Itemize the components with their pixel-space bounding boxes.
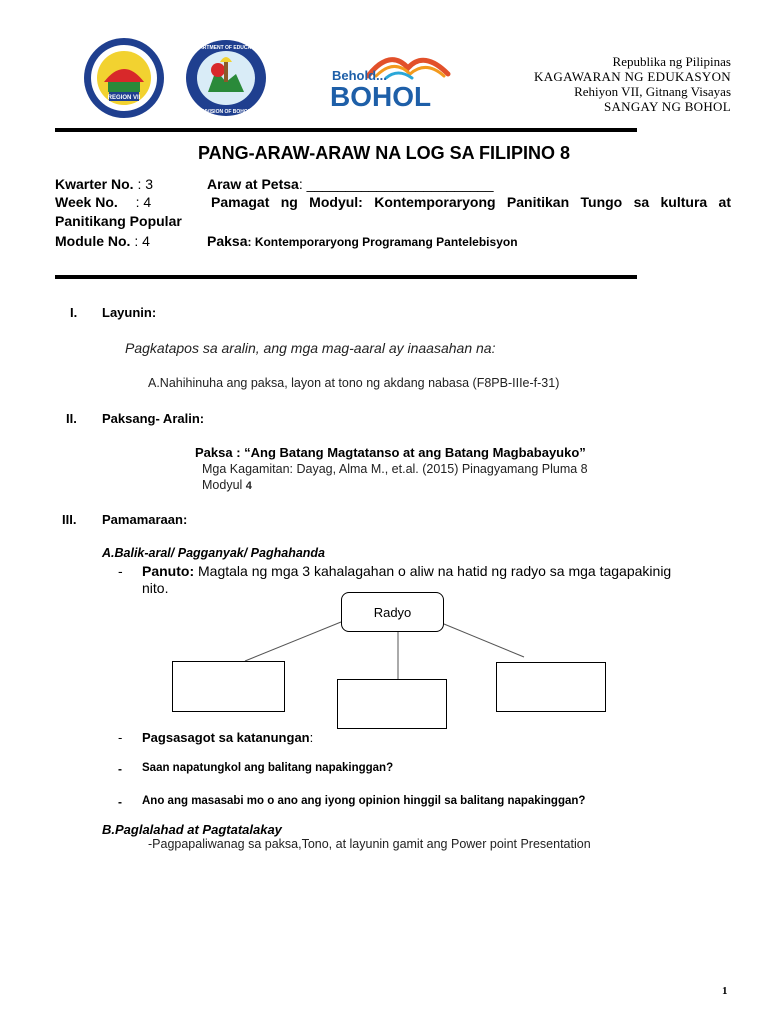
araw-value: : ________________________ bbox=[298, 176, 494, 192]
modyul-number: 4 bbox=[245, 480, 252, 492]
svg-text:DIVISION OF BOHOL: DIVISION OF BOHOL bbox=[201, 109, 251, 115]
page-number: 1 bbox=[722, 985, 728, 997]
page-title: PANG-ARAW-ARAW NA LOG SA FILIPINO 8 bbox=[198, 143, 570, 163]
question-1: Saan napatungkol ang balitang napakinggan? bbox=[142, 762, 394, 774]
panuto-text: Magtala ng mga 3 kahalagahan o aliw na hatid ng radyo sa mga tagapakinig bbox=[194, 563, 672, 579]
pamagat-continued: Panitikang Popular bbox=[55, 213, 182, 229]
pamagat-value: Kontemporaryong Panitikan Tungo sa kultura at bbox=[374, 194, 731, 210]
question-2-dash: - bbox=[118, 795, 122, 809]
pagsasagot-line bbox=[142, 730, 313, 745]
republic-label: Republika ng Pilipinas bbox=[612, 54, 731, 69]
pamagat-label: Pamagat ng Modyul: bbox=[211, 194, 363, 210]
subsection-b-heading: B.Paglalahad at Pagtatalakay bbox=[102, 822, 282, 837]
kwarter-label: Kwarter No. bbox=[55, 176, 134, 192]
radyo-center-box bbox=[341, 592, 444, 632]
department-label: KAGAWARAN NG EDUKASYON bbox=[534, 69, 731, 84]
section-1-objective: A.Nahihinuha ang paksa, layon at tono ng akdang nabasa (F8PB-IIIe-f-31) bbox=[148, 376, 560, 390]
svg-text:BOHOL: BOHOL bbox=[330, 81, 432, 112]
radyo-label: Radyo bbox=[373, 604, 412, 620]
paksa-value: : Kontemporaryong Programang Pantelebisyon bbox=[247, 235, 518, 249]
question-1-dash: - bbox=[118, 762, 122, 776]
answer-box-left[interactable] bbox=[172, 661, 285, 712]
pagsasagot-colon: : bbox=[309, 730, 314, 745]
kwarter-value: : 3 bbox=[137, 176, 154, 192]
week-label: Week No. bbox=[55, 194, 118, 210]
connector-right bbox=[444, 624, 524, 657]
module-label: Module No. bbox=[55, 233, 131, 249]
section-1-title: Layunin: bbox=[102, 305, 157, 320]
section-3-title: Pamamaraan: bbox=[102, 512, 188, 527]
subsection-a-heading: A.Balik-aral/ Pagganyak/ Paghahanda bbox=[102, 546, 325, 560]
section-3-number: III. bbox=[62, 512, 77, 527]
section-1-number: I. bbox=[70, 305, 78, 320]
section-2-paksa: Paksa : “Ang Batang Magtatanso at ang Batang Magbabayuko” bbox=[195, 445, 586, 460]
panuto-label: Panuto: bbox=[142, 563, 195, 579]
section-2-kagamitan: Mga Kagamitan: Dayag, Alma M., et.al. (2015) Pinagyamang Pluma 8 bbox=[202, 462, 588, 476]
answer-box-center[interactable] bbox=[337, 679, 447, 729]
question-2: Ano ang masasabi mo o ano ang iyong opinion hinggil sa balitang napakinggan? bbox=[142, 795, 586, 807]
araw-label: Araw at Petsa bbox=[207, 176, 299, 192]
panuto-dash: - bbox=[118, 563, 123, 579]
modyul-label: Modyul bbox=[202, 478, 243, 492]
paksa-label: Paksa bbox=[207, 233, 248, 249]
region-label: Rehiyon VII, Gitnang Visayas bbox=[574, 84, 731, 99]
svg-text:Behold...: Behold... bbox=[332, 68, 387, 83]
answer-box-right[interactable] bbox=[496, 662, 606, 712]
module-value: : 4 bbox=[134, 233, 150, 249]
panuto-text-continued: nito. bbox=[142, 580, 169, 596]
week-value: : 4 bbox=[135, 194, 152, 210]
pagsasagot-dash: - bbox=[118, 730, 123, 745]
section-1-intro: Pagkatapos sa aralin, ang mga mag-aaral ay inaasahan na: bbox=[125, 340, 496, 356]
division-label: SANGAY NG BOHOL bbox=[603, 99, 731, 114]
connector-left bbox=[245, 622, 341, 661]
svg-text:DEPARTMENT OF EDUCATION: DEPARTMENT OF EDUCATION bbox=[189, 45, 263, 51]
pagsasagot-label: Pagsasagot sa katanungan bbox=[142, 730, 310, 745]
subsection-b-text: -Pagpapaliwanag sa paksa,Tono, at layunin gamit ang Power point Presentation bbox=[148, 837, 591, 851]
section-2-number: II. bbox=[66, 411, 77, 426]
svg-text:REGION VII: REGION VII bbox=[107, 95, 141, 101]
section-2-title: Paksang- Aralin: bbox=[102, 411, 205, 426]
